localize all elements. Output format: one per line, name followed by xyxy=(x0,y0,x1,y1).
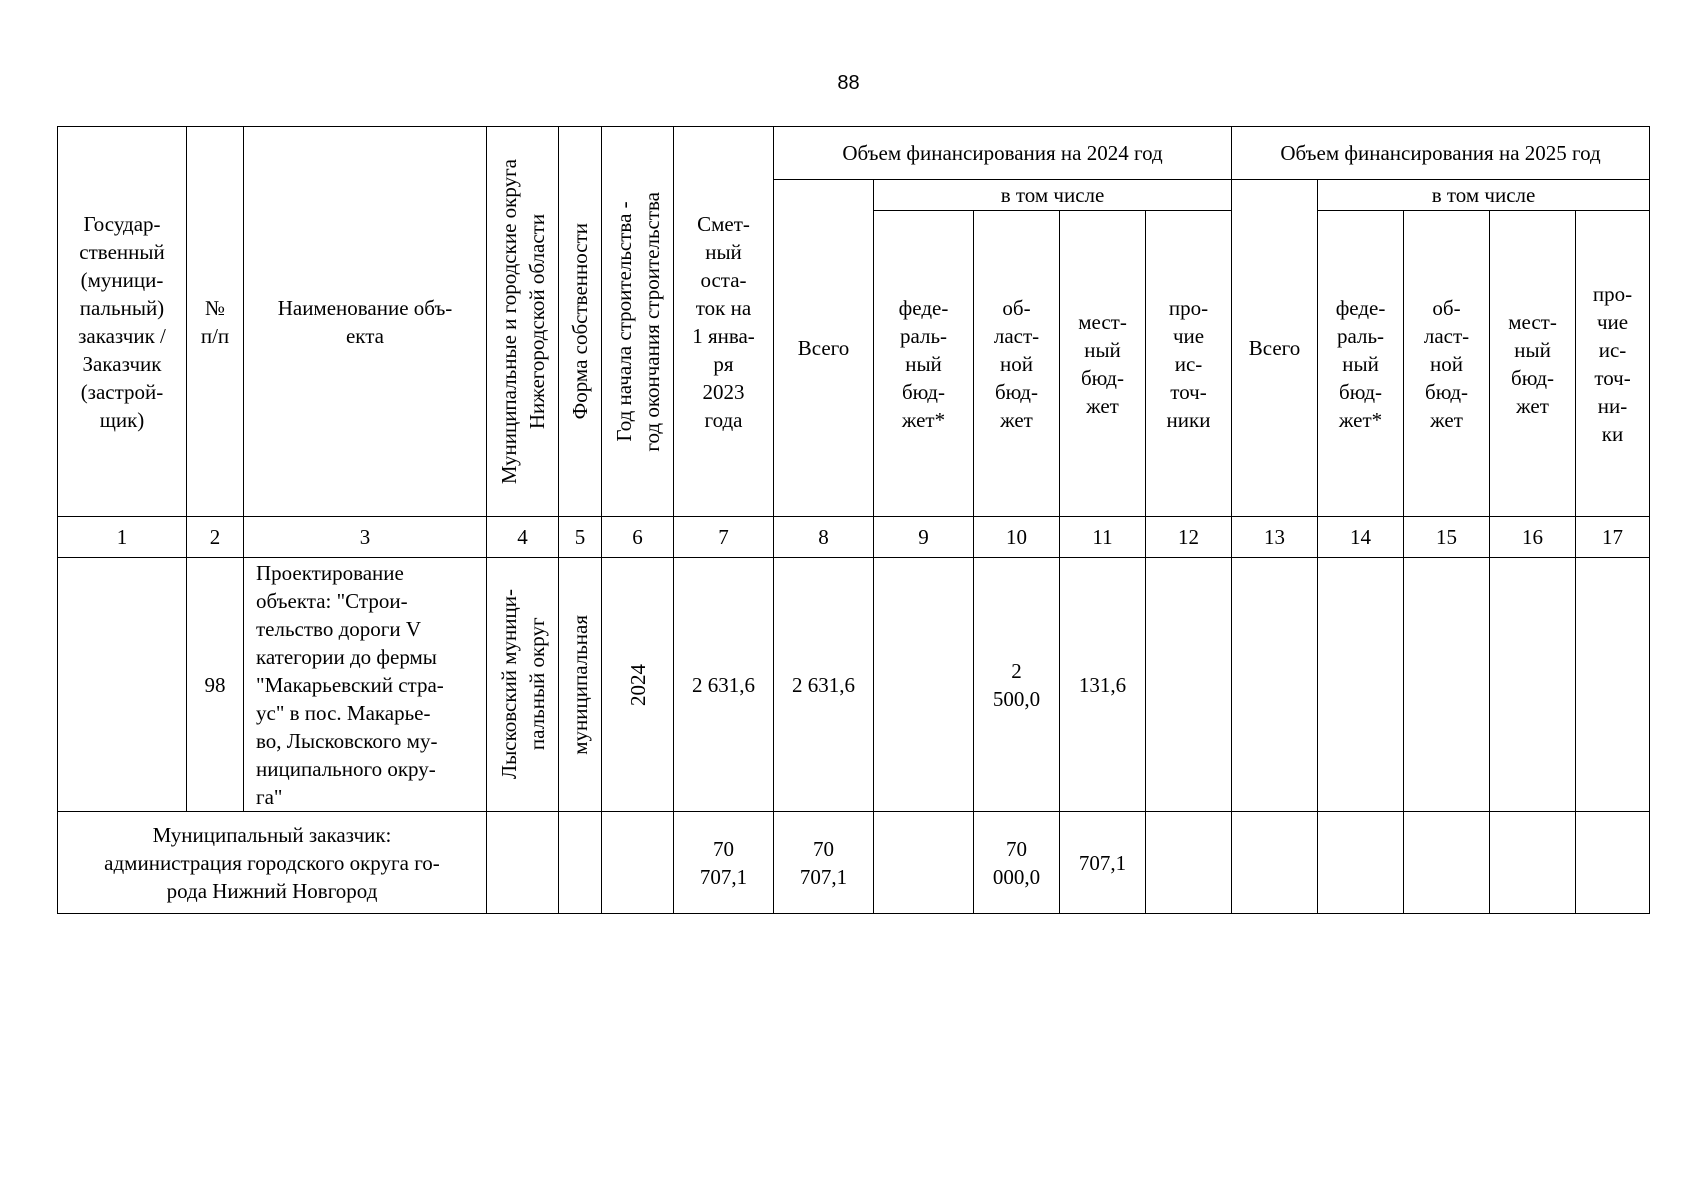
cell-total-local-2024: 707,1 xyxy=(1060,812,1146,914)
header-estimated-balance: Смет- ный оста- ток на 1 янва- ря 2023 года xyxy=(674,127,774,517)
header-ownership-text: Форма собственности xyxy=(568,223,592,420)
cell-empty xyxy=(1232,812,1318,914)
cell-total-regional-2024: 70 000,0 xyxy=(974,812,1060,914)
table-row-total xyxy=(58,812,1650,914)
header-federal-2025: феде- раль- ный бюд- жет* xyxy=(1318,211,1404,517)
column-number: 12 xyxy=(1146,517,1232,558)
cell-years xyxy=(602,558,674,812)
cell-empty xyxy=(1404,812,1490,914)
column-number: 8 xyxy=(774,517,874,558)
header-total-2025: Всего xyxy=(1232,180,1318,517)
header-other-2025: про- чие ис- точ- ни- ки xyxy=(1576,211,1650,517)
column-number: 16 xyxy=(1490,517,1576,558)
cell-district xyxy=(487,558,559,812)
header-other-2024: про- чие ис- точ- ники xyxy=(1146,211,1232,517)
cell-empty xyxy=(602,812,674,914)
header-years-text: Год начала строительства - год окончания строительства xyxy=(611,191,664,452)
column-number: 11 xyxy=(1060,517,1146,558)
cell-total-total-2024: 70 707,1 xyxy=(774,812,874,914)
header-regional-2024: об- ласт- ной бюд- жет xyxy=(974,211,1060,517)
column-number: 9 xyxy=(874,517,974,558)
column-number: 15 xyxy=(1404,517,1490,558)
cell-total-2025 xyxy=(1232,558,1318,812)
header-including-2025: в том числе xyxy=(1318,180,1650,211)
header-group-2025: Объем финансирования на 2025 год xyxy=(1232,127,1650,180)
cell-total-2024: 2 631,6 xyxy=(774,558,874,812)
column-number: 13 xyxy=(1232,517,1318,558)
header-group-2024: Объем финансирования на 2024 год xyxy=(774,127,1232,180)
column-number: 2 xyxy=(187,517,244,558)
cell-total-label: Муниципальный заказчик: администрация городского округа го- рода Нижний Новгород xyxy=(58,812,487,914)
table-row-object xyxy=(58,558,1650,812)
cell-federal-2024 xyxy=(874,558,974,812)
cell-federal-2025 xyxy=(1318,558,1404,812)
column-number: 17 xyxy=(1576,517,1650,558)
cell-other-2025 xyxy=(1576,558,1650,812)
header-object-name: Наименование объ- екта xyxy=(244,127,487,517)
header-customer: Государ- ственный (муници- пальный) заказчик / Заказчик (застрой- щик) xyxy=(58,127,187,517)
column-number: 6 xyxy=(602,517,674,558)
cell-object-name: Проектирование объекта: "Строи- тельство дороги V категории до фермы "Макарьевский стра- ус" в пос. Макарье- во, Лысковского му- ниципального окру- га" xyxy=(244,558,487,812)
cell-district-text: Лысковский муници- пальный округ xyxy=(496,589,549,780)
cell-estimated-balance: 2 631,6 xyxy=(674,558,774,812)
column-number: 7 xyxy=(674,517,774,558)
header-total-2024: Всего xyxy=(774,180,874,517)
financing-table xyxy=(57,126,1650,914)
header-number: № п/п xyxy=(187,127,244,517)
column-number: 3 xyxy=(244,517,487,558)
cell-empty xyxy=(1576,812,1650,914)
header-local-2025: мест- ный бюд- жет xyxy=(1490,211,1576,517)
cell-local-2024: 131,6 xyxy=(1060,558,1146,812)
column-number: 4 xyxy=(487,517,559,558)
cell-empty xyxy=(1490,812,1576,914)
cell-total-federal-2024 xyxy=(874,812,974,914)
header-federal-2024: феде- раль- ный бюд- жет* xyxy=(874,211,974,517)
header-district-text: Муниципальные и городские округа Нижегородской области xyxy=(496,158,549,485)
cell-empty xyxy=(559,812,602,914)
cell-empty xyxy=(1318,812,1404,914)
cell-ownership xyxy=(559,558,602,812)
cell-regional-2024: 2 500,0 xyxy=(974,558,1060,812)
header-row-1 xyxy=(58,127,1650,180)
cell-ownership-text: муниципальная xyxy=(568,614,592,755)
header-years xyxy=(602,127,674,517)
header-including-2024: в том числе xyxy=(874,180,1232,211)
column-number: 5 xyxy=(559,517,602,558)
column-numbers-row xyxy=(58,517,1650,558)
column-number: 10 xyxy=(974,517,1060,558)
cell-empty xyxy=(1146,812,1232,914)
cell-years-text: 2024 xyxy=(625,663,650,706)
header-district xyxy=(487,127,559,517)
column-number: 14 xyxy=(1318,517,1404,558)
cell-other-2024 xyxy=(1146,558,1232,812)
cell-local-2025 xyxy=(1490,558,1576,812)
cell-customer xyxy=(58,558,187,812)
header-local-2024: мест- ный бюд- жет xyxy=(1060,211,1146,517)
cell-number: 98 xyxy=(187,558,244,812)
column-number: 1 xyxy=(58,517,187,558)
header-ownership xyxy=(559,127,602,517)
page-number: 88 xyxy=(837,72,860,94)
cell-empty xyxy=(487,812,559,914)
header-regional-2025: об- ласт- ной бюд- жет xyxy=(1404,211,1490,517)
cell-regional-2025 xyxy=(1404,558,1490,812)
cell-total-estimated-balance: 70 707,1 xyxy=(674,812,774,914)
